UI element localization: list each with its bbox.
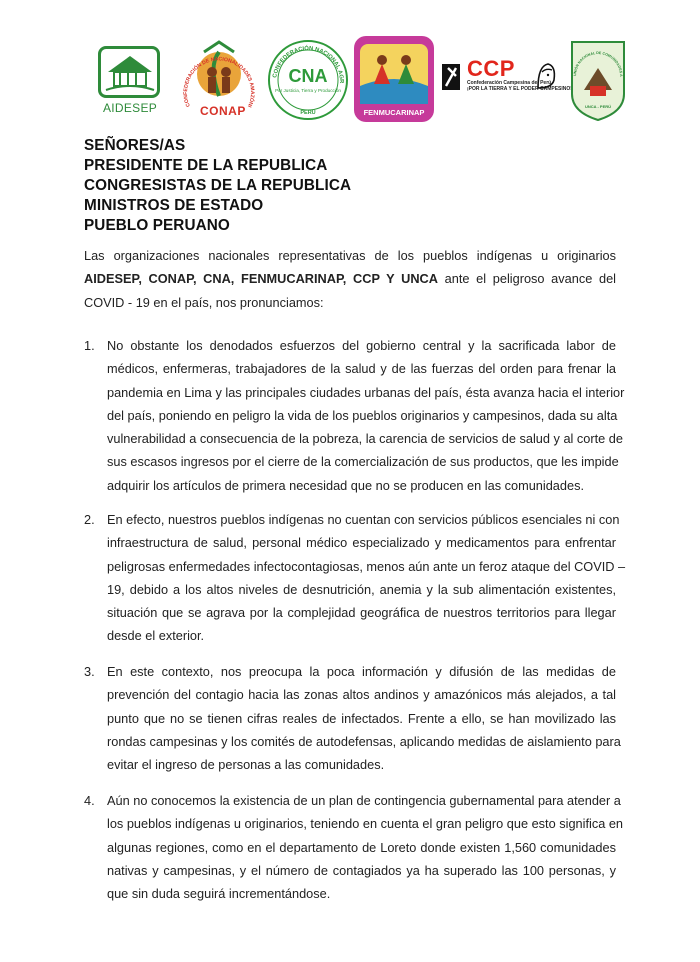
item-line: algunas regiones, como en el departamento de Loreto donde existen 1,560 comunidades [107,839,616,855]
conap-logo [178,36,260,122]
intro-line-orgs [84,267,616,290]
fenmucarinap-logo-text: FENMUCARINAP [363,108,425,117]
addressees-block [84,136,351,236]
item-line: situación que se agrava por la complejidad geográfica de nuestros territorios para llegar [107,605,616,621]
item-line: punto que no se tienen cifras reales de infectados. Frente a ello, se han movilizado las [107,710,616,726]
cna-seal-icon [266,38,350,122]
ccp-subtitle-line: Confederación Campesina del Perú [467,80,552,86]
intro-line: COVID - 19 en el país, nos pronunciamos: [84,294,324,310]
aidesep-house-icon [104,52,156,94]
ccp-hammer-icon [440,60,464,94]
list-item [107,660,621,776]
list-item [107,334,625,497]
item-number: 4. [84,793,95,808]
item-number: 2. [84,512,95,527]
item-line: rondas campesinas y los comités de autodefensas, aplicando medidas de aislamiento para [107,733,621,749]
aidesep-logo-text: AIDESEP [102,101,158,115]
aidesep-logo [92,46,164,120]
fenmucarinap-logo [354,36,434,122]
ccp-portrait-icon [534,58,558,92]
intro-line: Las organizaciones nacionales representativas de los pueblos indígenas u originarios [84,248,616,263]
ccp-subtitle [467,80,572,92]
svg-text:CNA: CNA [288,66,328,86]
item-line: vulnerabilidad a consecuencia de la pobreza, la carencia de servicios de salud y al corte de [107,431,623,447]
ccp-logo-text: CCP [467,56,515,81]
conap-logo-text: CONAP [200,104,246,118]
addressee-line: SEÑORES/AS [84,137,186,154]
cna-logo [266,38,350,122]
list-item [107,508,626,648]
ccp-logo [440,56,572,104]
item-line: En efecto, nuestros pueblos indígenas no cuentan con servicios públicos esenciales ni con [107,512,620,527]
item-line: pandemia en Lima y las principales ciudades urbanas del país, ésta avanza hacia el interior [107,384,625,400]
item-line: del país, poniendo en peligro la vida de los pueblos originarios y campesinos, dada su alta [107,407,618,423]
addressee-line: MINISTROS DE ESTADO [84,197,264,214]
list-item [107,789,624,905]
item-line: No obstante los denodados esfuerzos del gobierno central y la sacrificada labor de [107,338,616,353]
ccp-slogan-line: ¡POR LA TIERRA Y EL PODER CAMPESINO! [467,86,572,92]
addressee-line: CONGRESISTAS DE LA REPUBLICA [84,177,352,194]
fenmucarinap-emblem [354,36,434,122]
organizations-bold: AIDESEP, CONAP, CNA, FENMUCARINAP, CCP Y UNCA [84,271,438,287]
item-number: 3. [84,664,95,679]
item-line: En este contexto, nos preocupa la poca información y difusión de las medidas de [107,664,616,679]
item-number: 1. [84,338,95,353]
item-line: prevención del contagio hacia las zonas altos andinos y amazónicos más alejados, a tal [107,687,616,703]
svg-text:UNIÓN NACIONAL DE COMUNIDADES: UNIÓN NACIONAL DE COMUNIDADES A [572,50,624,77]
item-line: 19, debido a los altos niveles de desnutrición, anemia y la sub alimentación existentes, [107,581,616,597]
svg-text:PERU: PERU [300,110,316,116]
item-line: Aún no conocemos la existencia de un plan de contingencia gubernamental para atender a [107,793,621,808]
intro-line-rest: ante el peligroso avance del [437,271,616,287]
item-line: que sin duda seguirá incrementándose. [107,886,331,902]
item-line: peligrosas enfermedades infectocontagiosas, menos aún ante un feroz ataque del COVID – [107,558,626,574]
item-line: desde el exterior. [107,628,205,644]
svg-text:CONFEDERACIÓN DE NACIONALIDADE: CONFEDERACIÓN DE NACIONALIDADES AMAZÓNI [182,56,256,109]
item-line: adquirir los artículos de primera necesidad que no se producen en las comunidades. [107,477,584,493]
item-line: nativas y campesinas, y el número de contagiados ya ha superado las 100 personas, y [107,862,616,878]
item-line: médicos, enfermeras, trabajadores de la salud y de las fuerzas del orden para frenar la [107,361,616,377]
logo-row [84,36,624,124]
addressee-line: PRESIDENTE DE LA REPUBLICA [84,157,328,174]
unca-shield-icon [568,38,628,122]
unca-logo [568,38,628,122]
svg-text:UNCA - PERÚ: UNCA - PERÚ [584,104,612,109]
addressee-line: PUEBLO PERUANO [84,217,230,234]
item-line: sus escasos ingresos por el cierre de la comercialización de sus productos, que les impide [107,454,619,470]
fenmucarinap-women-icon [354,36,434,106]
item-line: evitar el ingreso de personas a las comunidades. [107,757,385,773]
intro-paragraph [84,244,616,314]
svg-text:Por Justicia, Tierra y Producc: Por Justicia, Tierra y Producción [275,88,341,93]
item-line: los pueblos indígenas u originarios, teniendo en cuenta el gran peligro que esto significa en [107,816,624,832]
svg-text:CONFEDERACIÓN NACIONAL AGRARIA: CONFEDERACIÓN NACIONAL AGR [272,45,345,84]
item-line: infraestructura de salud, personal médico especializado y medicamentos para enfrentar [107,535,616,551]
